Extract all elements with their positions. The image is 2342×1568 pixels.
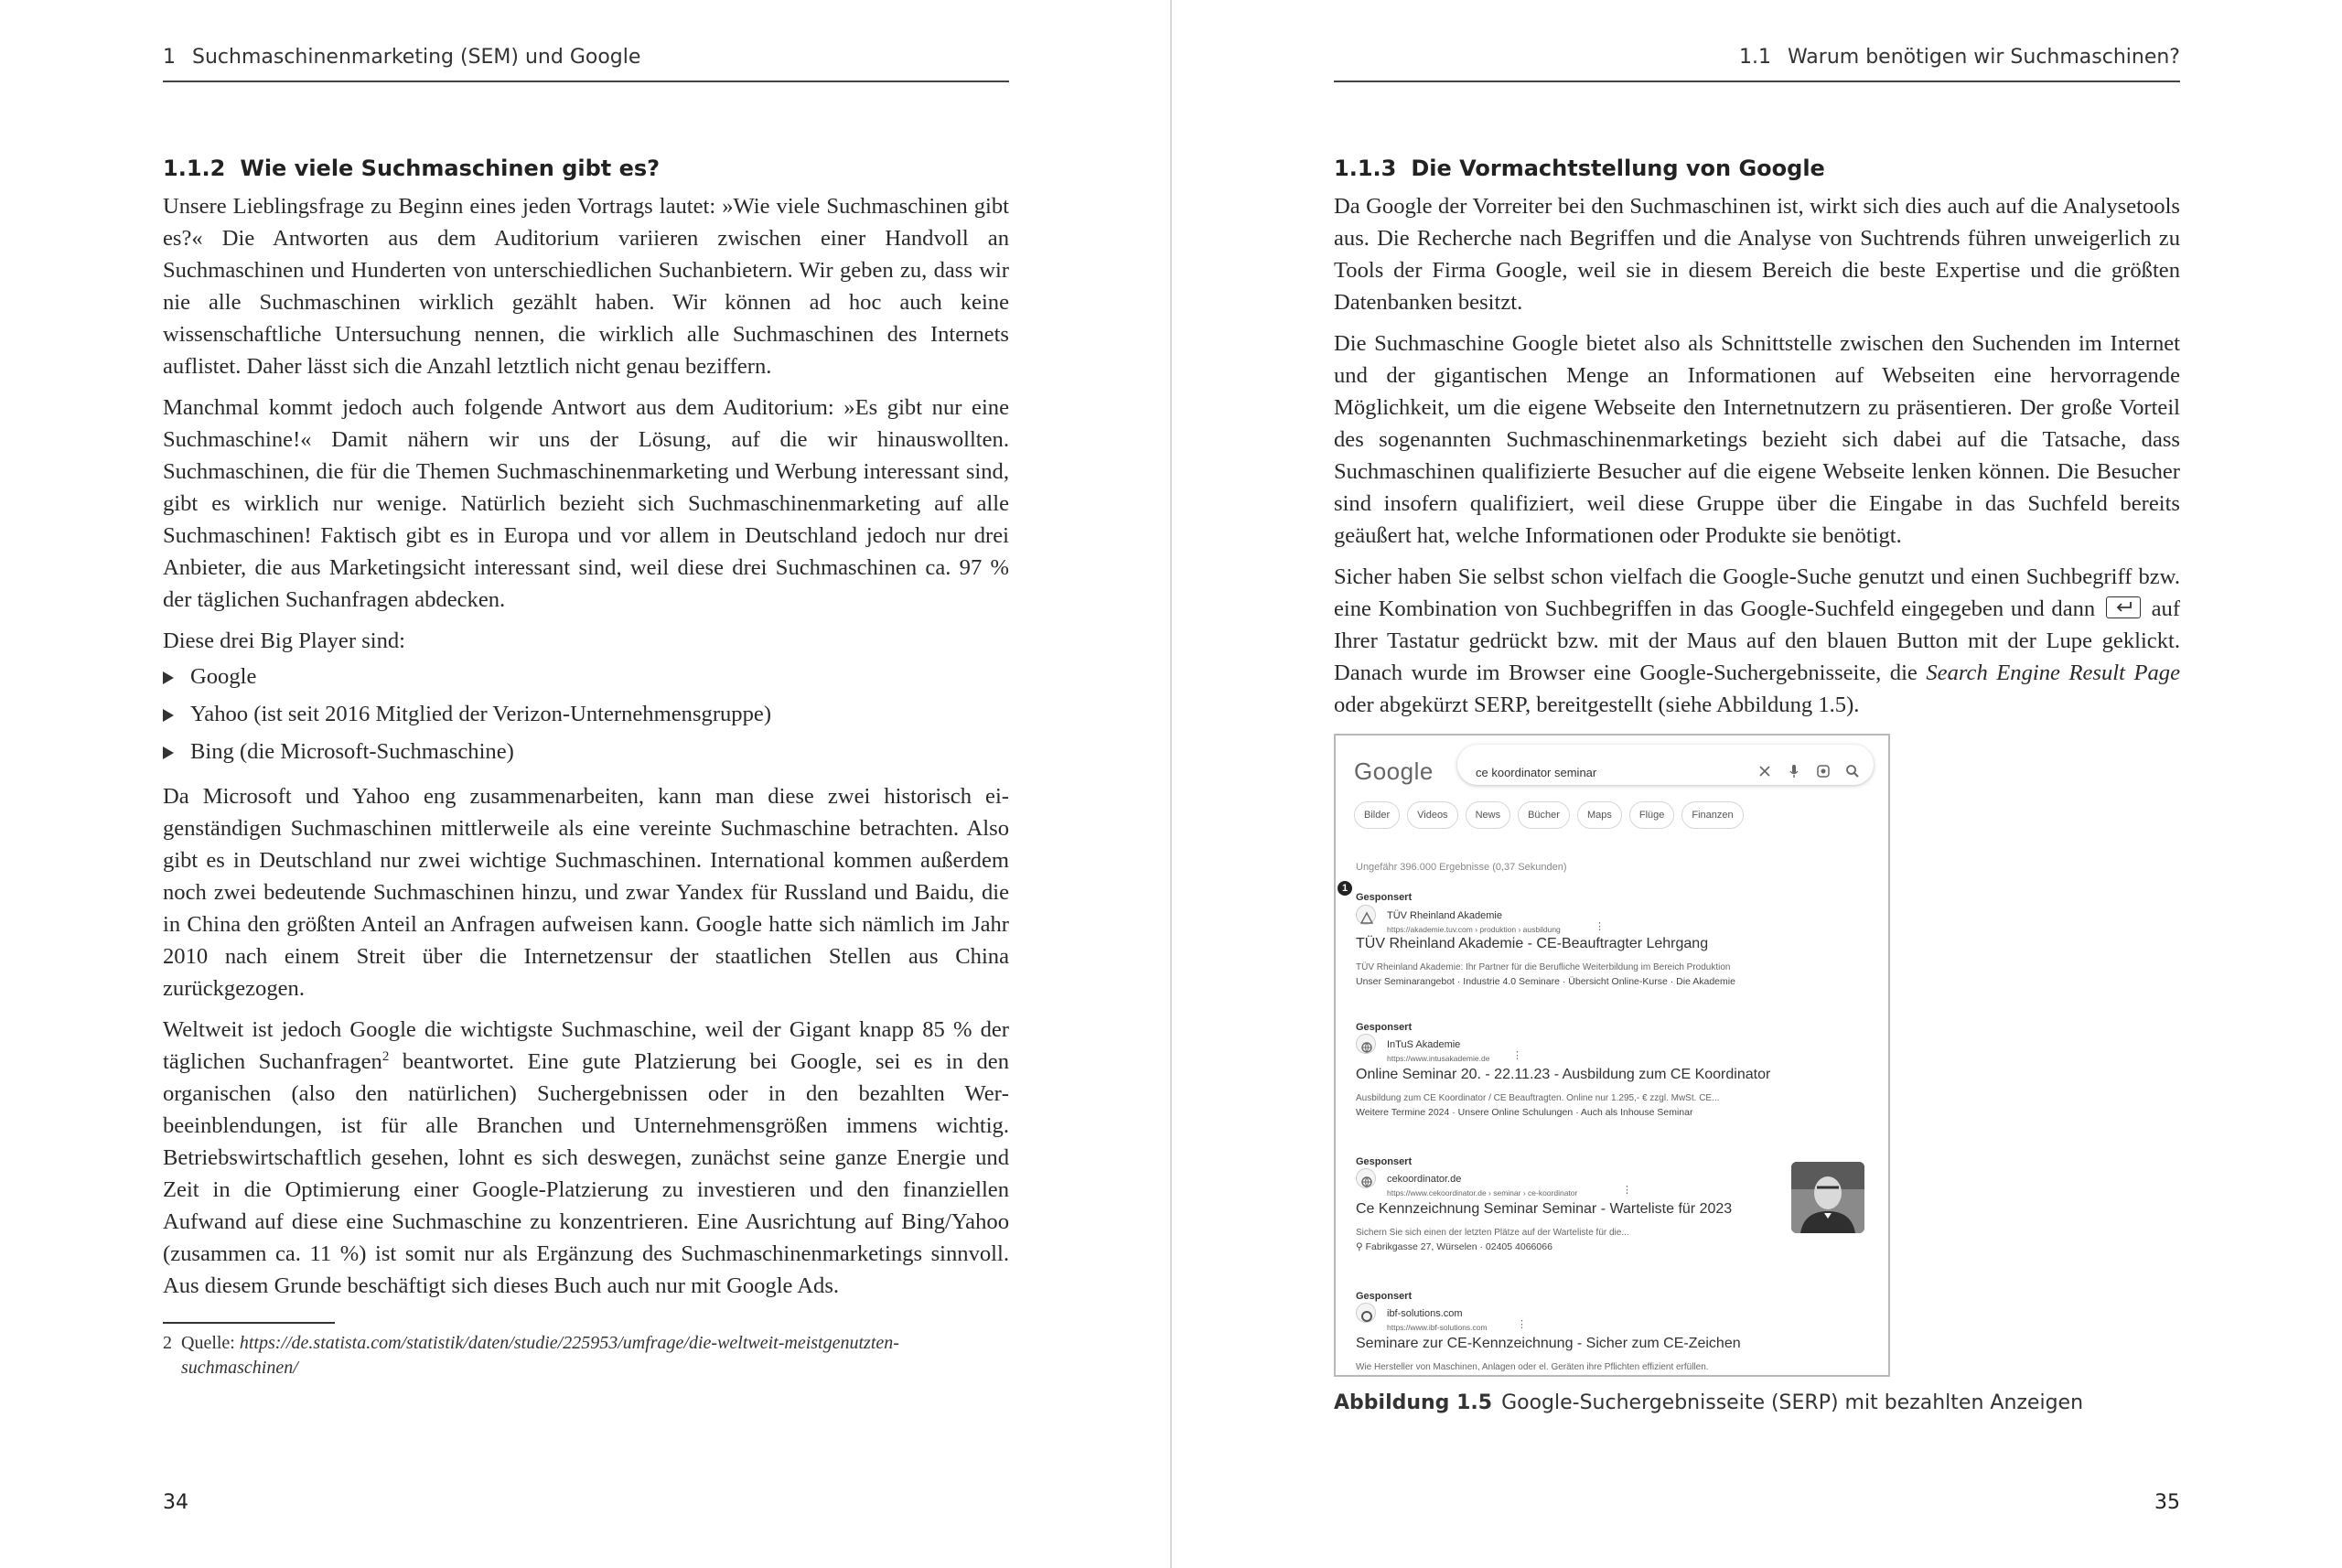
footnote-number: 2: [163, 1333, 172, 1353]
bullet-list: [163, 660, 1009, 768]
chip-finanzen[interactable]: Finanzen: [1681, 801, 1743, 829]
figure-caption-text: Google-Suchergebnisseite (SERP) mit bezahlten Anzeigen: [1501, 1391, 2084, 1414]
paragraph: Da Google der Vorreiter bei den Suchmaschinen ist, wirkt sich dies auch auf die Analysetools aus. Die Recherche nach Begriffen und die Analyse von Suchtrends führen unweigerlich zu Tools der Firma Google, weil sie in diesem Bereich die beste Expertise und die größten Datenbanken besitzt.: [1334, 194, 2180, 315]
sponsored-label: Gesponsert: [1356, 1156, 1413, 1167]
chip-buecher[interactable]: Bücher: [1518, 801, 1570, 829]
list-item-text: Google: [190, 664, 257, 689]
search-icon[interactable]: [1844, 757, 1861, 773]
site-url: https://www.ibf-solutions.com: [1387, 1323, 1488, 1332]
chapter-title: Suchmaschinenmarketing (SEM) und Google: [192, 46, 641, 69]
chip-news[interactable]: News: [1466, 801, 1511, 829]
running-section-title: Warum benötigen wir Suchmaschinen?: [1787, 46, 2180, 69]
triangle-bullet-icon: [163, 746, 174, 759]
paragraph: [163, 1014, 1009, 1302]
site-favicon-icon: [1356, 1303, 1376, 1323]
paragraph-text: Weltweit ist jedoch Google die wichtigste Suchmaschine, weil der Gigant knapp 85 % der täglichen Suchanfragen: [163, 1017, 1009, 1074]
globe-icon: [1356, 1168, 1376, 1188]
sponsored-label: Gesponsert: [1356, 1291, 1413, 1302]
ad-description: Wie Hersteller von Maschinen, Anlagen oder el. Geräten ihre Pflichten effizient erfüllen.: [1356, 1362, 1709, 1372]
sponsored-label: Gesponsert: [1356, 892, 1413, 903]
more-options-icon[interactable]: ⋮: [1595, 921, 1605, 932]
section-heading-1-1-2: [163, 154, 1009, 183]
site-url: https://www.intusakademie.de: [1387, 1054, 1490, 1063]
site-name: InTuS Akademie: [1387, 1039, 1461, 1050]
camera-icon[interactable]: [1815, 757, 1832, 773]
filter-chips: [1354, 801, 1744, 829]
list-item: [163, 660, 1009, 693]
section-number: 1.1.3: [1334, 156, 1397, 181]
section-number: 1.1.2: [163, 156, 226, 181]
paragraph-text: auf Ihrer Tastatur gedrückt bzw. mit der Maus auf den blauen Button mit der Lupe geklickt. Danach wurde im Browser eine Google-Suchergebnisseite, die: [1334, 596, 2181, 685]
footnote-url[interactable]: https://de.statista.com/statistik/daten/studie/225953/umfrage/die-weltweit-meistgenutzten-suchmaschinen/: [181, 1333, 899, 1378]
chip-videos[interactable]: Videos: [1407, 801, 1457, 829]
section-heading-1-1-3: [1334, 154, 2180, 183]
search-query[interactable]: ce koordinator seminar: [1476, 766, 1597, 779]
google-logo: Google: [1354, 757, 1434, 785]
advertiser-photo: [1791, 1162, 1864, 1233]
globe-icon: [1356, 1034, 1376, 1054]
list-item-text: Bing (die Microsoft-Suchmaschine): [190, 739, 514, 764]
paragraph-text: beantwortet. Eine gute Platzierung bei Google, sei es in den organischen (also den natürlichen) Suchergebnissen oder in den bezahlten Werbeeinblendungen, ist für alle Branchen und Unternehmensgrößen immens wichtig. Betriebswirtschaftlich gesehen, lohnt es sich deswegen, zunächst seine ganze Energie und Zeit in die Optimierung einer Google-Platzierung zu investieren und den finanziellen Aufwand auf diese eine Suchmaschine zu konzentrieren. Eine Ausrichtung auf Bing/Yahoo (zusammen ca. 11 %) ist somit nur als Ergänzung des Suchmaschinenmarketings sinnvoll. Aus diesem Grunde beschäftigt sich dieses Buch auch nur mit Google Ads.: [163, 1049, 1009, 1298]
paragraph-text: Sicher haben Sie selbst schon vielfach die Google-Suche genutzt und einen Suchbegriff bzw. eine Kombination von Suchbegriffen in das Google-Suchfeld eingegeben und dann: [1334, 564, 2180, 621]
ad-sitelinks[interactable]: Unser Seminarangebot · Industrie 4.0 Seminare · Übersicht Online-Kurse · Die Akademie: [1356, 976, 1735, 987]
section-title: Die Vormachtstellung von Google: [1411, 156, 1825, 181]
chip-maps[interactable]: Maps: [1577, 801, 1622, 829]
figure-label: Abbildung 1.5: [1334, 1391, 1493, 1414]
site-url: https://www.cekoordinator.de › seminar › ce-koordinator: [1387, 1188, 1578, 1197]
site-name: TÜV Rheinland Akademie: [1387, 910, 1502, 921]
running-section-number: 1.1: [1738, 46, 1771, 69]
enter-key-icon: [2106, 596, 2141, 618]
microphone-icon[interactable]: [1786, 757, 1802, 773]
right-page: [1172, 0, 2342, 1568]
paragraph: Diese drei Big Player sind:: [163, 628, 406, 653]
site-name: cekoordinator.de: [1387, 1174, 1462, 1185]
serp-term: Search Engine Result Page: [1926, 660, 2180, 685]
paragraph: Da Microsoft und Yahoo eng zusammenarbeiten, kann man diese zwei historisch eigenständigen Suchmaschinen mittlerweile als eine vereinte Suchmaschine betrachten. Also gibt es in Deutschland nur zwei wichtige Suchmaschinen. International kommen außerdem noch zwei bedeutende Suchmaschinen hinzu, und zwar Yandex für Russland und Baidu, die in China den größten Anteil an Anfragen aufweisen kann. Google hatte sich nämlich im Jahr 2010 nach einem Streit über die Internetzensur der staatlichen Stellen aus China zurückgezogen.: [163, 784, 1009, 1001]
chip-bilder[interactable]: Bilder: [1354, 801, 1400, 829]
site-name: ibf-solutions.com: [1387, 1308, 1463, 1319]
ad-title[interactable]: TÜV Rheinland Akademie - CE-Beauftragter Lehrgang: [1356, 936, 1709, 951]
location-pin-icon: ⚲: [1356, 1241, 1366, 1252]
paragraph-text: oder abgekürzt SERP, bereitgestellt (siehe Abbildung 1.5).: [1334, 693, 1860, 717]
page-number: 34: [163, 1491, 188, 1514]
list-item-text: Yahoo (ist seit 2016 Mitglied der Verizon-Unternehmensgruppe): [190, 702, 772, 726]
page-number: 35: [2154, 1491, 2180, 1514]
more-options-icon[interactable]: ⋮: [1512, 1050, 1522, 1061]
paragraph: [1334, 561, 2180, 721]
sponsored-label: Gesponsert: [1356, 1022, 1413, 1033]
ad-sitelinks[interactable]: Weitere Termine 2024 · Unsere Online Schulungen · Auch als Inhouse Seminar: [1356, 1107, 1693, 1118]
ad-address-text: Fabrikgasse 27, Würselen · 02405 4066066: [1365, 1241, 1552, 1252]
ad-description: TÜV Rheinland Akademie: Ihr Partner für die Berufliche Weiterbildung im Bereich Produktion: [1356, 962, 1731, 972]
chip-fluege[interactable]: Flüge: [1629, 801, 1675, 829]
footnote-divider: [163, 1322, 335, 1324]
left-page: [0, 0, 1170, 1568]
paragraph: Die Suchmaschine Google bietet also als Schnittstelle zwischen den Suchenden im Internet und der gigantischen Menge an Informationen auf Webseiten eine hervorragende Möglichkeit, um die eigene Webseite den Internetnutzern zu präsentieren. Der große Vorteil des sogenannten Suchmaschinenmarketings bezieht sich dabei auf die Tatsache, dass Suchmaschinen qualifizierte Besucher auf die eigene Webseite lenken können. Die Besucher sind insofern qualifiziert, weil diese Gruppe über die Eingabe in das Suchfeld bereits geäußert hat, welche Informationen oder Produkte sie benötigt.: [1334, 331, 2180, 548]
ad-title[interactable]: Ce Kennzeichnung Seminar Seminar - Warteliste für 2023: [1356, 1201, 1733, 1217]
close-icon[interactable]: [1756, 757, 1773, 773]
triangle-bullet-icon: [163, 709, 174, 722]
ad-title[interactable]: Seminare zur CE-Kennzeichnung - Sicher zum CE-Zeichen: [1356, 1336, 1741, 1351]
site-url: https://akademie.tuv.com › produktion › ausbildung: [1387, 925, 1561, 934]
triangle-bullet-icon: [163, 671, 174, 684]
footnote-reference[interactable]: 2: [381, 1048, 390, 1064]
left-text-column: [163, 154, 1009, 1380]
ad-address: [1356, 1231, 1552, 1263]
chapter-number: 1: [163, 46, 176, 69]
section-title: Wie viele Suchmaschinen gibt es?: [240, 156, 661, 181]
result-count: Ungefähr 396.000 Ergebnisse (0,37 Sekunden): [1356, 862, 1567, 873]
paragraph: Unsere Lieblingsfrage zu Beginn eines jeden Vortrags lautet: »Wie viele Suchmaschinen gibt es?« Die Antworten aus dem Auditorium variieren zwischen einer Handvoll an Suchmaschinen und Hunderten von unterschiedlichen Suchanbietern. Wir geben zu, dass wir nie alle Suchmaschinen wirklich gezählt haben. Wir können ad hoc auch keine wissenschaftliche Untersuchung nennen, die wirklich alle Suchmaschinen des Internets auflistet. Daher lässt sich die Anzahl letztlich nicht genau beziffern.: [163, 194, 1009, 379]
list-item: [163, 698, 1009, 730]
figure-caption: [1334, 1390, 2180, 1417]
more-options-icon[interactable]: ⋮: [1622, 1185, 1632, 1196]
right-text-column: [1334, 154, 2180, 1417]
ad-description: Sichern Sie sich einen der letzten Plätze auf der Warteliste für die...: [1356, 1228, 1629, 1238]
footnote: [163, 1331, 1009, 1380]
running-head-right: [1334, 46, 2180, 82]
search-bar[interactable]: [1457, 745, 1874, 785]
warning-triangle-icon: [1356, 905, 1376, 925]
more-options-icon[interactable]: ⋮: [1517, 1319, 1527, 1330]
ad-title[interactable]: Online Seminar 20. - 22.11.23 - Ausbildung zum CE Koordinator: [1356, 1067, 1771, 1082]
running-head-left: [163, 46, 1009, 82]
footnote-label: Quelle:: [181, 1333, 235, 1353]
serp-screenshot-figure: [1334, 734, 1890, 1377]
callout-marker: 1: [1338, 881, 1352, 896]
list-item: [163, 736, 1009, 768]
ad-description: Ausbildung zum CE Koordinator / CE Beauftragten. Online nur 1.295,- € zzgl. MwSt. CE...: [1356, 1093, 1720, 1103]
paragraph: Manchmal kommt jedoch auch folgende Antwort aus dem Auditorium: »Es gibt nur eine Suchmaschine!« Damit nähern wir uns der Lösung, auf die wir hinauswollten. Suchmaschinen, die für die Themen Suchmaschinenmarketing und Werbung interessant sind, gibt es wirklich nur wenige. Natürlich bezieht sich Suchmaschinenmarketing auf alle Suchmaschinen! Faktisch gibt es in Europa und vor allem in Deutschland jedoch nur drei Anbieter, die aus Marketingsicht interessant sind, weil diese drei Suchmaschinen ca. 97 % der täglichen Suchanfragen abdecken.: [163, 395, 1009, 612]
